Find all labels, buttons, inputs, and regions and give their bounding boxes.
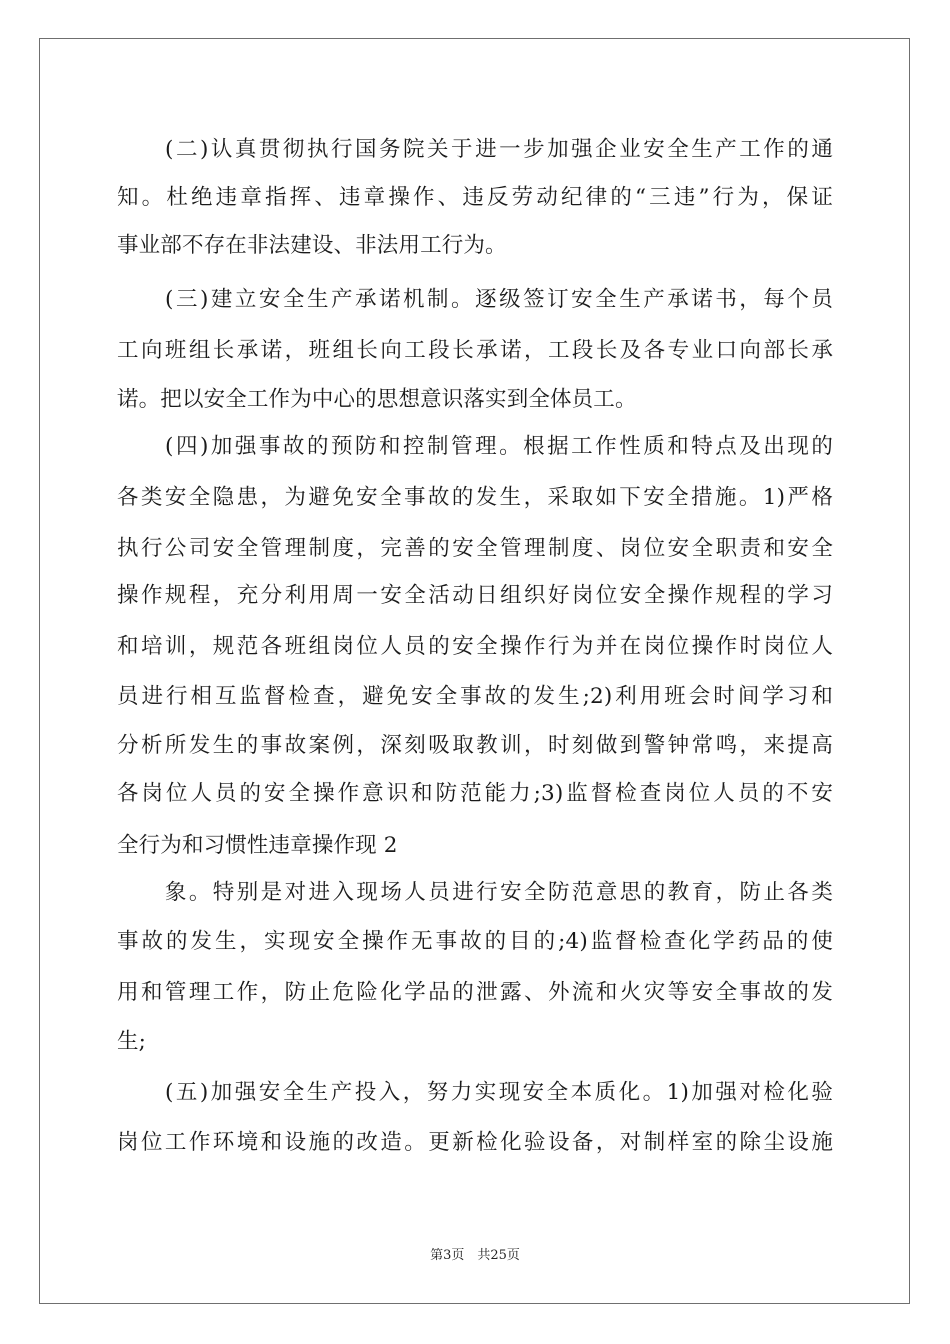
page-border (39, 38, 910, 1304)
text-line: 诺。把以安全工作为中心的思想意识落实到全体员工。 (117, 387, 637, 412)
text-line: (五)加强安全生产投入，努力实现安全本质化。1)加强对检化验 (117, 1080, 833, 1105)
text-line: 岗位工作环境和设施的改造。更新检化验设备，对制样室的除尘设施 (117, 1130, 833, 1155)
text-line: 工向班组长承诺，班组长向工段长承诺，工段长及各专业口向部长承 (117, 338, 833, 363)
text-line: (二)认真贯彻执行国务院关于进一步加强企业安全生产工作的通 (117, 137, 833, 162)
text-line: 事业部不存在非法建设、非法用工行为。 (117, 233, 507, 258)
text-line: (四)加强事故的预防和控制管理。根据工作性质和特点及出现的 (117, 434, 833, 459)
text-line: 全行为和习惯性违章操作现 2 (117, 833, 398, 858)
page-footer (0, 1248, 950, 1264)
text-line: 用和管理工作，防止危险化学品的泄露、外流和火灾等安全事故的发 (117, 980, 833, 1005)
page-number-label: 第3页 共25页 (430, 1248, 520, 1263)
text-line: 事故的发生，实现安全操作无事故的目的;4)监督检查化学药品的使 (117, 929, 833, 954)
text-line: 各岗位人员的安全操作意识和防范能力;3)监督检查岗位人员的不安 (117, 781, 833, 806)
text-line: 象。特别是对进入现场人员进行安全防范意思的教育，防止各类 (117, 880, 833, 905)
text-line: 和培训，规范各班组岗位人员的安全操作行为并在岗位操作时岗位人 (117, 634, 833, 659)
text-line: (三)建立安全生产承诺机制。逐级签订安全生产承诺书，每个员 (117, 287, 833, 312)
text-line: 各类安全隐患，为避免安全事故的发生，采取如下安全措施。1)严格 (117, 485, 833, 510)
text-line: 员进行相互监督检查，避免安全事故的发生;2)利用班会时间学习和 (117, 684, 833, 709)
text-line: 分析所发生的事故案例，深刻吸取教训，时刻做到警钟常鸣，来提高 (117, 733, 833, 758)
text-line: 操作规程，充分利用周一安全活动日组织好岗位安全操作规程的学习 (117, 583, 833, 608)
text-line: 知。杜绝违章指挥、违章操作、违反劳动纪律的“三违”行为，保证 (117, 185, 833, 210)
text-line: 执行公司安全管理制度，完善的安全管理制度、岗位安全职责和安全 (117, 536, 833, 561)
text-line: 生; (117, 1029, 147, 1054)
